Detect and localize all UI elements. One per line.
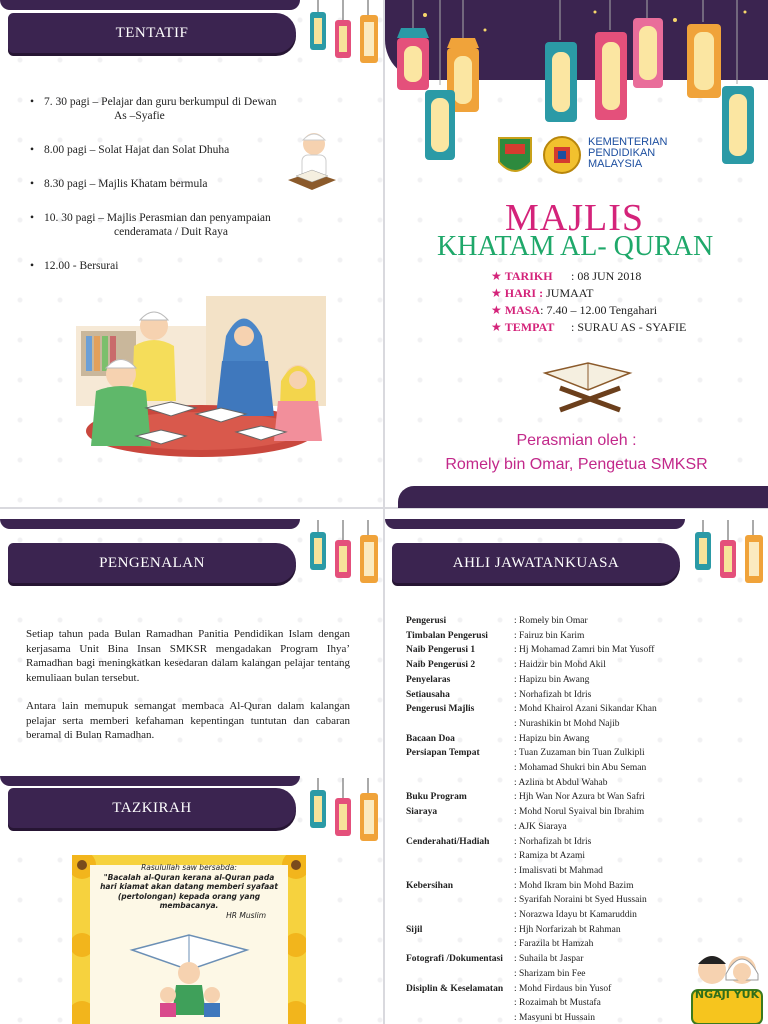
ajk-row (406, 746, 746, 760)
ajk-row (406, 908, 746, 922)
ajk-role: Disiplin & Keselamatan (406, 983, 504, 994)
ajk-member: : Masyuni bt Hussain (514, 1012, 596, 1023)
lantern-cluster-icon (305, 520, 383, 595)
tentatif-header (8, 13, 296, 53)
ajk-top-band (385, 519, 685, 529)
tazkirah-title: TAZKIRAH (112, 800, 192, 816)
ajk-row (406, 658, 746, 672)
ajk-row (406, 614, 746, 628)
ajk-row (406, 805, 746, 819)
star-icon: ★ (491, 269, 502, 283)
event-detail-row: ★ MASA: 7.40 – 12.00 Tengahari (491, 303, 658, 317)
tazkirah-top-band (0, 776, 300, 786)
ajk-member: : Ramiza bt Azami (514, 851, 585, 862)
ajk-member: : Romely bin Omar (514, 616, 588, 626)
pengenalan-top-band (0, 519, 300, 529)
ajk-member: : Norazwa Idayu bt Kamaruddin (514, 910, 637, 920)
tentatif-title: TENTATIF (115, 25, 189, 41)
ajk-member: : Norhafizah bt Idris (514, 836, 592, 847)
tentatif-top-band (0, 0, 300, 10)
ajk-member: : Hapizu bin Awang (514, 733, 590, 744)
ajk-role: Siaraya (406, 807, 438, 818)
ajk-role: Pengerusi (406, 616, 447, 626)
school-crest-logo (497, 136, 533, 180)
star-icon: ★ (491, 320, 502, 334)
ajk-role: Naib Pengerusi 1 (406, 645, 476, 656)
ajk-role: Buku Program (406, 792, 467, 803)
ajk-member: : Tuan Zuzaman bin Tuan Zulkipli (514, 748, 645, 759)
cover-bottom-band (398, 486, 768, 508)
quran-stand-illustration (530, 338, 650, 418)
ajk-role: Penyelaras (406, 674, 451, 685)
ajk-row (406, 893, 746, 907)
tazkirah-header (8, 788, 296, 828)
ajk-member: : Azlina bt Abdul Wahab (514, 777, 608, 788)
ajk-member: : Hj Mohamad Zamri bin Mat Yusoff (514, 645, 655, 656)
ajk-row (406, 835, 746, 849)
tentatif-item: • 12.00 - Bersurai (28, 259, 318, 273)
ajk-title: AHLI JAWATANKUASA (452, 555, 620, 571)
star-icon: ★ (491, 286, 502, 300)
ajk-member: : AJK Siaraya (514, 821, 567, 832)
ajk-role: Persiapan Tempat (406, 748, 480, 759)
star-icon: ★ (491, 303, 502, 317)
ajk-row (406, 629, 746, 643)
event-detail-row: ★ TARIKH : 08 JUN 2018 (491, 269, 642, 283)
ajk-role: Pengerusi Majlis (406, 704, 475, 715)
ajk-member: : Suhaila bt Jaspar (514, 954, 584, 965)
ajk-member: : Farazila bt Hamzah (514, 939, 594, 950)
family-reading-illustration (76, 296, 326, 461)
ajk-member: : Mohamad Shukri bin Abu Seman (514, 763, 647, 773)
pengenalan-paragraph-1: Setiap tahun pada Bulan Ramadhan Panitia Pendidikan Islam dengan kerjasama Unit Bina Insan SMKSR mengadakan Program Ihya’ Ramadhan bagi meningkatkan kesedaran dalam kalangan pelajar tentang kemuliaan bulan tersebut. (26, 628, 350, 684)
ajk-row (406, 790, 746, 804)
ajk-member: : Norhafizah bt Idris (514, 689, 592, 700)
ajk-row (406, 702, 746, 716)
tazkirah-poster (72, 855, 306, 1024)
ajk-member: : Fairuz bin Karim (514, 630, 585, 641)
tentatif-list (28, 95, 318, 293)
ajk-row (406, 688, 746, 702)
ajk-role: Setiausaha (406, 689, 450, 700)
ajk-role: Kebersihan (406, 880, 453, 891)
ajk-row (406, 673, 746, 687)
ajk-row (406, 776, 746, 790)
ajk-member: : Sharizam bin Fee (514, 968, 586, 979)
tazkirah-quote: Rasulullah saw bersabda: "Bacalah al-Quran kerana al-Quran pada hari kiamat akan datang memberi syafaat (pertolongan) kepada orang yang membacanya. HR Muslim (100, 863, 278, 920)
ajk-member: : Hjh Norfarizah bt Rahman (514, 924, 621, 935)
ajk-row (406, 643, 746, 657)
ajk-role: Fotografi /Dokumentasi (406, 954, 503, 965)
ajk-row (406, 761, 746, 775)
ajk-header (392, 543, 680, 583)
ajk-member: : Nurashikin bt Mohd Najib (514, 718, 620, 729)
ajk-row (406, 879, 746, 893)
ajk-role: Naib Pengerusi 2 (406, 660, 476, 671)
tentatif-item: • 10. 30 pagi – Majlis Perasmian dan penyampaian cenderamata / Duit Raya (28, 211, 318, 239)
pengenalan-header (8, 543, 296, 583)
event-details (491, 268, 761, 336)
ajk-member: : Mohd Firdaus bin Yusof (514, 983, 612, 994)
tentatif-item: • 7. 30 pagi – Pelajar dan guru berkumpul di Dewan As –Syafie (28, 95, 318, 123)
ajk-member: : Hapizu bin Awang (514, 674, 590, 685)
ajk-member: : Imalisvati bt Mahmad (514, 865, 603, 876)
reading-boy-illustration (282, 128, 342, 198)
event-detail-row: ★ HARI : JUMAAT (491, 286, 594, 300)
ajk-member: : Mohd Norul Syaival bin Ibrahim (514, 807, 645, 818)
ajk-member: : Mohd Ikram bin Mohd Bazim (514, 880, 634, 891)
ajk-role: Bacaan Doa (406, 733, 455, 744)
ajk-row (406, 732, 746, 746)
lantern-cluster-icon (305, 778, 383, 853)
ajk-member: : Syarifah Noraini bt Syed Hussain (514, 895, 647, 906)
ngaji-yuk-badge: NGAJI YUK (694, 988, 760, 1001)
pengenalan-paragraph-2: Antara lain memupuk semangat membaca Al-Quran dalam kalangan pelajar serta memberi kefahaman kepentingan tuntutan dan cabaran beramal di Bulan Ramadhan. (26, 700, 350, 741)
cover-title-majlis: MAJLIS (505, 197, 645, 239)
pengenalan-title: PENGENALAN (99, 555, 205, 571)
ajk-role: Cenderahati/Hadiah (406, 836, 490, 847)
opening-label: Perasmian oleh : (516, 432, 637, 449)
ajk-role: Timbalan Pengerusi (406, 630, 488, 641)
cover-title-khatam: KHATAM AL- QURAN (437, 231, 714, 262)
ngaji-kids-illustration (688, 950, 766, 1024)
ajk-row (406, 717, 746, 731)
ajk-row (406, 820, 746, 834)
ministry-name: KEMENTERIAN PENDIDIKAN MALAYSIA (588, 136, 668, 170)
lantern-cluster-icon (305, 0, 383, 75)
ajk-row (406, 864, 746, 878)
ajk-member: : Mohd Khairol Azani Sikandar Khan (514, 704, 657, 715)
lantern-cluster-icon (690, 520, 768, 595)
ajk-role: Sijil (406, 924, 423, 935)
ajk-member: : Haidzir bin Mohd Akil (514, 660, 606, 671)
ajk-row (406, 849, 746, 863)
ajk-member: : Hjh Wan Nor Azura bt Wan Safri (514, 792, 645, 803)
ajk-row (406, 923, 746, 937)
tentatif-item: • 8.30 pagi – Majlis Khatam bermula (28, 177, 318, 191)
event-detail-row: ★ TEMPAT : SURAU AS - SYAFIE (491, 320, 687, 334)
ajk-member: : Rozaimah bt Mustafa (514, 998, 601, 1009)
ministry-crest-logo (541, 134, 583, 176)
tentatif-item: • 8.00 pagi – Solat Hajat dan Solat Dhuha (28, 143, 318, 157)
opening-name: Romely bin Omar, Pengetua SMKSR (445, 456, 708, 473)
